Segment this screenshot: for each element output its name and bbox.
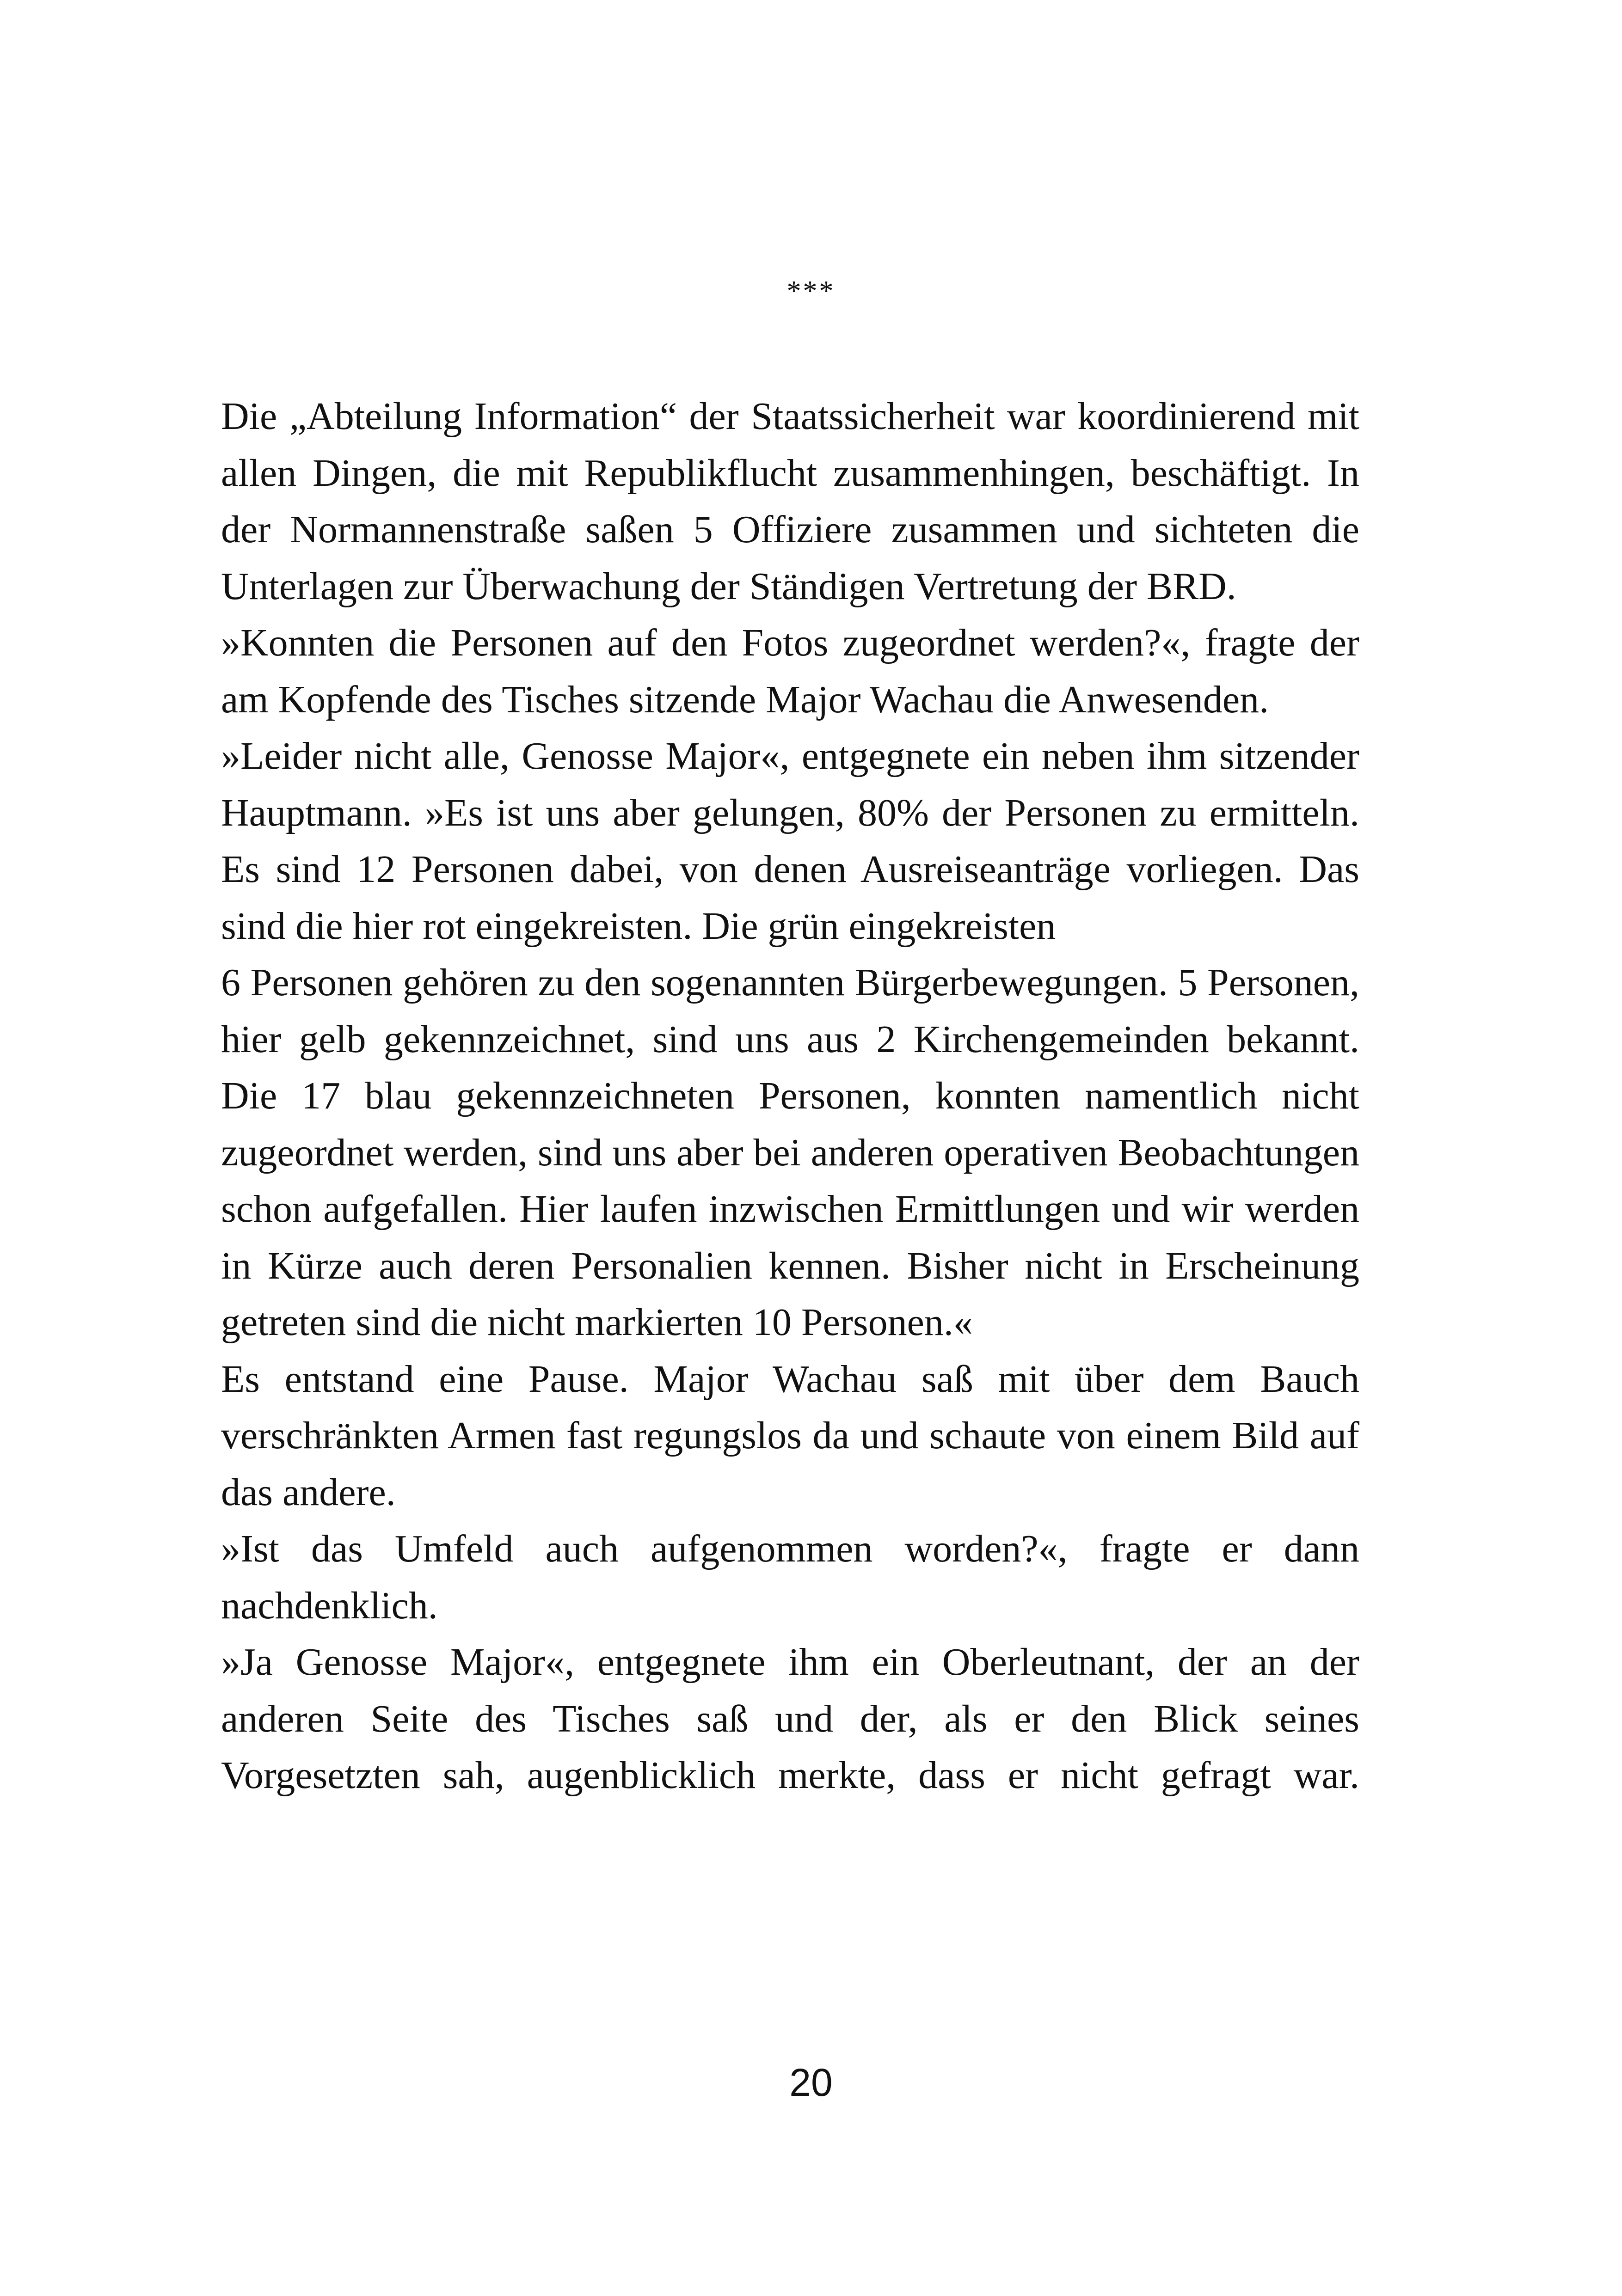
- body-text: [221, 388, 1359, 1804]
- paragraph-question-umfeld: »Ist das Umfeld auch aufgenommen worden?«, fragte er dann nachdenklich.: [221, 1527, 1359, 1627]
- paragraph-answer-oberleutnant: »Ja Genosse Major«, entgegnete ihm ein Oberleutnant, der an der anderen Seite des Tisches saß und der, als er den Blick seines Vorgesetzten sah, augenblicklich merkte, dass er nicht gefragt war.: [221, 1641, 1359, 1797]
- paragraph-pause: Es entstand eine Pause. Major Wachau saß mit über dem Bauch verschränkten Armen fast regungslos da und schaute von einem Bild auf das andere.: [221, 1357, 1359, 1514]
- paragraph-question-fotos: »Konnten die Personen auf den Fotos zugeordnet werden?«, fragte der am Kopfende des Tisches sitzende Major Wachau die Anwesenden.: [221, 621, 1359, 721]
- paragraph-abteilung-information: Die „Abteilung Information“ der Staatssicherheit war koordinierend mit allen Dingen, die mit Republikflucht zusammenhingen, beschäftigt. In der Normannenstraße saßen 5 Offiziere zusammen und sichteten die Unterlagen zur Überwachung der Ständigen Vertretung der BRD.: [221, 395, 1359, 608]
- paragraph-answer-hauptmann: »Leider nicht alle, Genosse Major«, entgegnete ein neben ihm sitzender Hauptmann. »Es ist uns aber gelungen, 80% der Personen zu ermitteln. Es sind 12 Personen dabei, von denen Ausreiseanträge vorliegen. Das sind die hier rot eingekreisten. Die grün eingekreisten: [221, 735, 1359, 948]
- page-number: 20: [789, 2061, 833, 2104]
- paragraph-person-groups: 6 Personen gehören zu den sogenannten Bürgerbewegungen. 5 Personen, hier gelb gekennzeichnet, sind uns aus 2 Kirchengemeinden bekannt. Die 17 blau gekennzeichneten Personen, konnten namentlich nicht zugeordnet werden, sind uns aber bei anderen operativen Beobachtungen schon aufgefallen. Hier laufen inzwischen Ermittlungen und wir werden in Kürze auch deren Personalien kennen. Bisher nicht in Erscheinung getreten sind die nicht markierten 10 Personen.«: [221, 961, 1359, 1344]
- section-separator: ***: [786, 276, 836, 307]
